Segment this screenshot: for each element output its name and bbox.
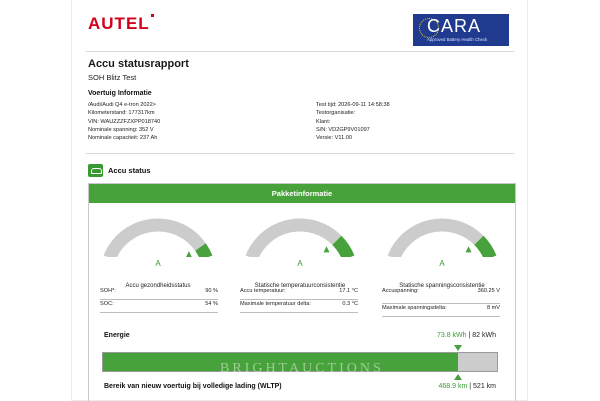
gauge-voltage-fill <box>479 240 490 257</box>
gauge-voltage-title: Statische spanningsconsistentie <box>399 283 485 289</box>
voltage-values <box>382 288 500 316</box>
gauge-health-title: Accu gezondheidsstatus <box>125 283 191 289</box>
gauge-temperature-arc <box>240 213 360 257</box>
max-voltage-delta-label: Maximale spanningsdelta: <box>382 305 447 311</box>
soc-value: 54 % <box>205 301 218 307</box>
table-row <box>382 305 500 317</box>
energy-marker-icon <box>454 345 462 351</box>
gauge-health-pointer-icon <box>186 251 192 257</box>
report-page <box>72 0 527 400</box>
range-readout <box>439 383 496 390</box>
soc-label: SOC: <box>100 301 114 307</box>
vehicle-vin: VIN: WAUZZZFZXPP018740 <box>88 118 161 125</box>
table-row <box>240 301 358 313</box>
customer: Klant: <box>316 118 331 125</box>
max-voltage-delta-value: 8 mV <box>486 305 500 311</box>
battery-temperature-value: 17.1 °C <box>339 288 358 294</box>
max-temperature-delta-label: Maximale temperatuur delta: <box>240 301 311 307</box>
test-time: Test tijd: 2026-09-11 14:58:38 <box>316 102 390 108</box>
vehicle-info-heading: Voertuig Informatie <box>88 90 152 97</box>
range-label: Bereik van nieuw voertuig bij volledige lading (WLTP) <box>104 383 282 390</box>
gauge-voltage-pointer-icon <box>466 246 472 252</box>
car-icon <box>88 164 103 177</box>
energy-separator: | <box>466 332 473 339</box>
table-row <box>100 288 218 300</box>
table-row <box>240 288 358 300</box>
soh-value: 90 % <box>205 288 218 294</box>
pack-info-title: Pakketinformatie <box>89 184 515 203</box>
gauge-voltage-grade: A <box>439 259 445 268</box>
gauge-temperature-title: Statische temperatuurconsistentie <box>254 283 346 289</box>
vehicle-nominal-voltage: Nominale spanning: 352 V <box>88 126 154 133</box>
range-separator: | <box>467 383 474 390</box>
vehicle-info-left <box>88 101 160 142</box>
battery-temperature-label: Accu temperatuur: <box>240 288 286 294</box>
report-subtitle: SOH Blitz Test <box>88 73 137 82</box>
vehicle-model: /Audi/Audi Q4 e-tron 2022> <box>88 102 156 108</box>
health-values <box>100 288 218 312</box>
soh-label: SOH*: <box>100 288 116 294</box>
gauge-temperature-fill <box>337 240 348 257</box>
range-value: 468.9 km <box>438 383 468 390</box>
energy-value: 73.8 kWh <box>436 332 467 339</box>
table-row <box>382 288 500 304</box>
serial-number: S/N: VD2GP9V01097 <box>316 126 370 133</box>
gauge-health-fill <box>200 247 206 257</box>
gauge-voltage-arc <box>382 213 502 257</box>
gauge-health-arc <box>98 213 218 257</box>
vehicle-info-right <box>316 101 390 142</box>
info-divider <box>86 153 514 154</box>
table-row <box>100 301 218 313</box>
gauge-health-grade: A <box>155 259 161 268</box>
test-organisation: Testorganisatie: <box>316 110 356 117</box>
report-title: Accu statusrapport <box>88 58 189 70</box>
gauge-temperature-pointer-icon <box>324 246 330 252</box>
range-total: 521 km <box>473 383 496 390</box>
range-marker-icon <box>454 374 462 380</box>
temperature-values <box>240 288 358 312</box>
gauge-health-track <box>110 225 201 257</box>
gauge-temperature <box>240 213 360 289</box>
version: Versie: V11.00 <box>316 135 352 142</box>
gauge-temperature-grade: A <box>297 259 303 268</box>
energy-label: Energie <box>104 332 130 339</box>
gauge-health <box>98 213 218 289</box>
cara-badge <box>413 14 509 46</box>
cara-name: CARA <box>427 16 482 36</box>
max-temperature-delta-value: 0.3 °C <box>342 301 358 307</box>
battery-status-label: Accu status <box>108 166 151 175</box>
cara-subtitle: Approved Battery Health Check <box>427 37 488 42</box>
vehicle-mileage: Kilometerstand: 177317km <box>88 110 155 117</box>
header-divider <box>86 51 514 52</box>
battery-voltage-label: Accuspanning: <box>382 288 419 294</box>
gauge-voltage <box>382 213 502 289</box>
energy-readout <box>437 332 496 339</box>
energy-total: 82 kWh <box>472 332 496 339</box>
watermark: BRIGHTAUCTIONS <box>220 361 384 376</box>
battery-voltage-value: 360.25 V <box>477 288 500 294</box>
vehicle-nominal-capacity: Nominale capaciteit: 237 Ah <box>88 135 158 142</box>
report-header <box>72 0 527 55</box>
autel-logo: AUTEL <box>88 14 154 34</box>
